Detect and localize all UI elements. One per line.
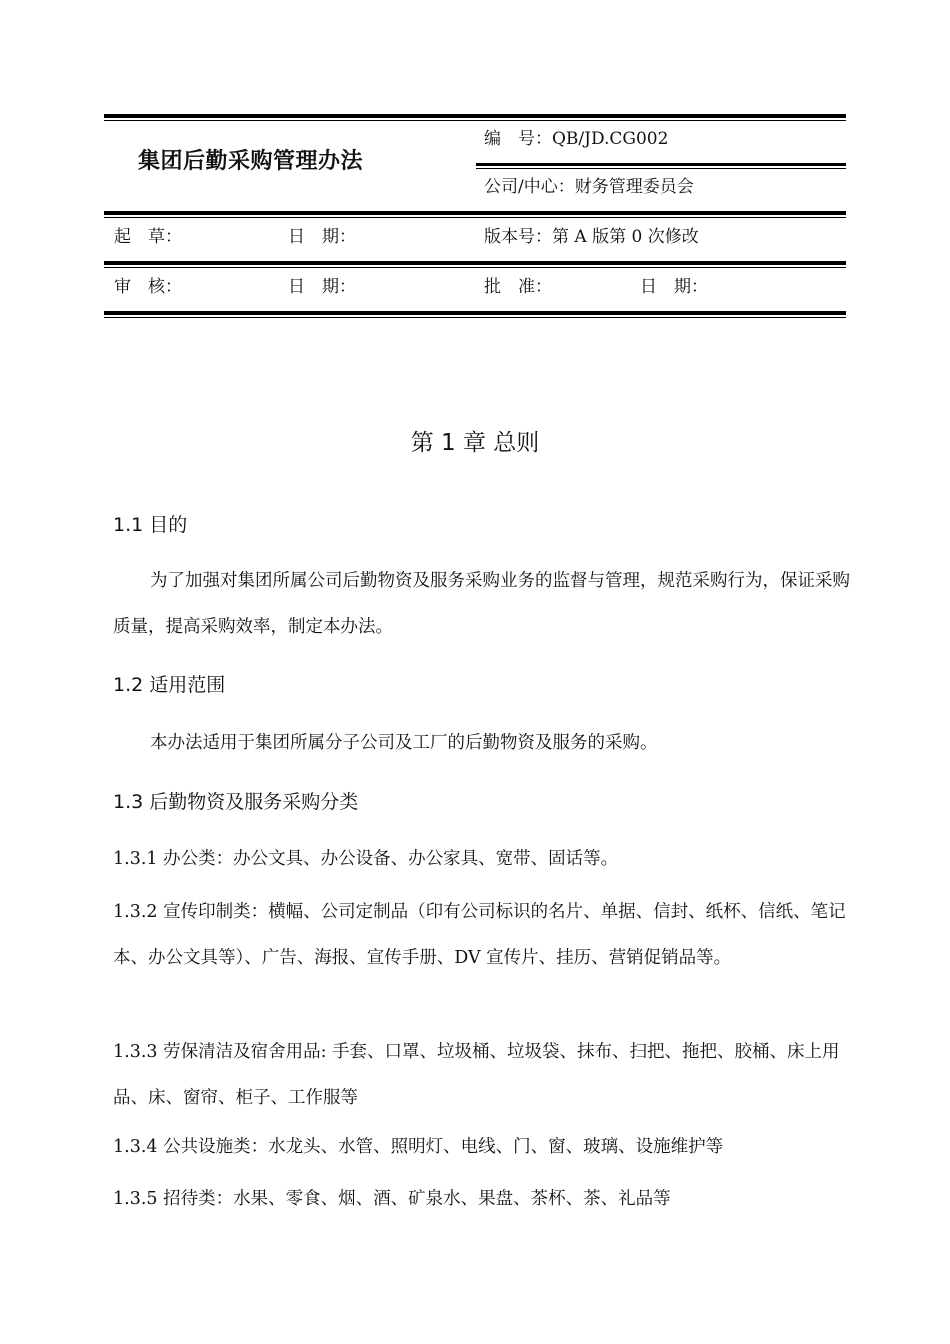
date-label-draft: 日 期： <box>288 227 356 247</box>
code-field <box>484 124 668 149</box>
document-title: 集团后勤采购管理办法 <box>138 149 364 174</box>
list-item-1-3-5: 1.3.5 招待类：水果、零食、烟、酒、矿泉水、果盘、茶杯、茶、礼品等 <box>113 1189 671 1209</box>
section-1-1-body: 为了加强对集团所属公司后勤物资及服务采购业务的监督与管理，规范采购行为，保证采购质量，提高采购效率，制定本办法。 <box>113 571 850 637</box>
version-field <box>484 222 699 247</box>
right-divider-thin <box>476 168 846 169</box>
chapter-title: 第 1 章 总则 <box>410 430 540 456</box>
version-value: 第 A 版第 0 次修改 <box>552 227 699 247</box>
date-label-review: 日 期： <box>288 277 356 297</box>
header-bottom-rule <box>104 311 846 315</box>
company-value: 财务管理委员会 <box>574 177 694 197</box>
section-1-2-title: 1.2 适用范围 <box>113 674 226 696</box>
list-item-1-3-1: 1.3.1 办公类：办公文具、办公设备、办公家具、宽带、固话等。 <box>113 849 619 869</box>
row1-top-rule <box>104 211 846 215</box>
header-top-rule-thin <box>104 120 846 121</box>
row2-top-rule-thin <box>104 267 846 268</box>
code-value: QB/JD.CG002 <box>552 129 669 149</box>
company-label: 公司/中心： <box>484 177 575 197</box>
review-label: 审 核： <box>114 277 182 297</box>
date-label-approve: 日 期： <box>640 277 708 297</box>
list-item-1-3-3: 1.3.3 劳保清洁及宿舍用品: 手套、口罩、垃圾桶、垃圾袋、抹布、扫把、拖把、胶桶、床上用品、床、窗帘、柜子、工作服等 <box>113 1042 840 1108</box>
row1-top-rule-thin <box>104 217 846 218</box>
section-1-1-title: 1.1 目的 <box>113 514 188 536</box>
section-1-3-title: 1.3 后勤物资及服务采购分类 <box>113 791 359 813</box>
row2-top-rule <box>104 261 846 265</box>
draft-label: 起 草： <box>114 227 182 247</box>
header-bottom-rule-thin <box>104 317 846 318</box>
company-field <box>484 172 694 197</box>
version-label: 版本号： <box>484 227 552 247</box>
list-item-1-3-4: 1.3.4 公共设施类：水龙头、水管、照明灯、电线、门、窗、玻璃、设施维护等 <box>113 1137 724 1157</box>
approve-label: 批 准： <box>484 277 552 297</box>
list-item-1-3-2: 1.3.2 宣传印制类：横幅、公司定制品（印有公司标识的名片、单据、信封、纸杯、信纸、笔记本、办公文具等）、广告、海报、宣传手册、DV 宣传片、挂历、营销促销品等。 <box>113 902 846 968</box>
code-label: 编 号： <box>484 129 552 149</box>
header-top-rule <box>104 114 846 118</box>
right-divider-thick <box>476 163 846 166</box>
section-1-2-body: 本办法适用于集团所属分子公司及工厂的后勤物资及服务的采购。 <box>150 733 658 753</box>
